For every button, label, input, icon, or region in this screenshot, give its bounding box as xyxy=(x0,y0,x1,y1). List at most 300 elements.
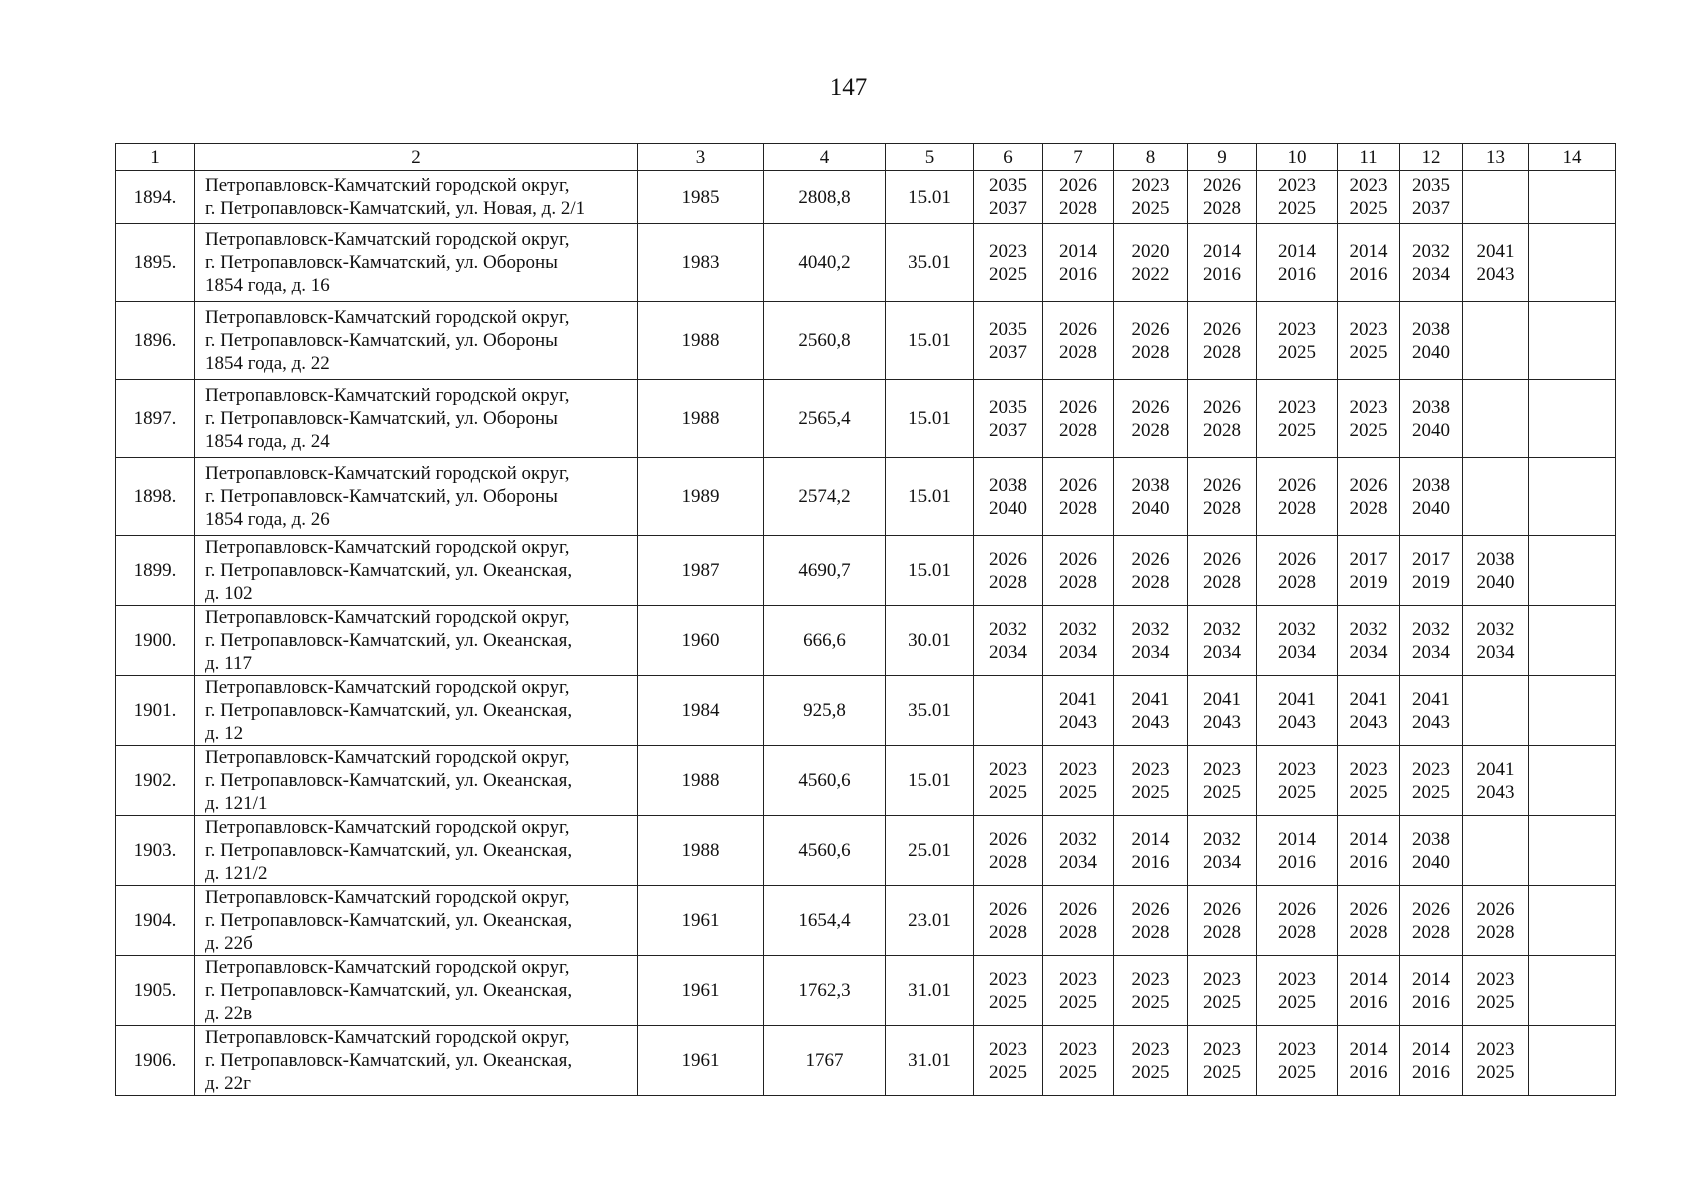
period-cell xyxy=(1338,380,1400,458)
period-start-year: 2023 xyxy=(1203,1038,1241,1060)
code-cell: 15.01 xyxy=(886,380,974,458)
period-end-year: 2043 xyxy=(1131,711,1170,733)
period-end-year: 2025 xyxy=(1203,991,1241,1013)
column-header-11: 11 xyxy=(1338,144,1400,171)
period-start-year: 2023 xyxy=(1131,968,1170,990)
period-cell xyxy=(1338,224,1400,302)
period-start-year: 2032 xyxy=(1412,240,1450,262)
period-start-year: 2023 xyxy=(1203,758,1241,780)
address-cell xyxy=(195,171,638,224)
table-row xyxy=(116,816,1616,886)
period-cell xyxy=(974,458,1043,536)
period-start-year: 2038 xyxy=(1412,396,1450,418)
period-cell xyxy=(1400,956,1463,1026)
area-cell: 1654,4 xyxy=(764,886,886,956)
period-end-year: 2028 xyxy=(1349,921,1388,943)
address-line: г. Петропавловск-Камчатский, ул. Океанская, xyxy=(205,630,573,651)
period-end-year: 2025 xyxy=(1349,419,1388,441)
period-start-year: 2014 xyxy=(1412,968,1450,990)
column-header-14: 14 xyxy=(1529,144,1616,171)
column-header-12: 12 xyxy=(1400,144,1463,171)
period-start-year: 2032 xyxy=(1203,618,1241,640)
address-line: Петропавловск-Камчатский городской округ, xyxy=(205,747,570,768)
period-start-year: 2026 xyxy=(1349,898,1388,920)
code-cell: 15.01 xyxy=(886,746,974,816)
build-year-cell: 1984 xyxy=(638,676,764,746)
period-end-year: 2034 xyxy=(989,641,1027,663)
address-line: Петропавловск-Камчатский городской округ, xyxy=(205,887,570,908)
area-cell: 4690,7 xyxy=(764,536,886,606)
period-cell xyxy=(1338,746,1400,816)
period-cell xyxy=(1338,1026,1400,1096)
period-start-year: 2026 xyxy=(989,898,1027,920)
area-cell: 4040,2 xyxy=(764,224,886,302)
period-end-year: 2025 xyxy=(1278,991,1316,1013)
period-start-year: 2026 xyxy=(1131,898,1170,920)
period-cell xyxy=(1529,1026,1616,1096)
period-end-year: 2028 xyxy=(989,851,1027,873)
address-cell xyxy=(195,676,638,746)
period-cell xyxy=(974,956,1043,1026)
period-end-year: 2043 xyxy=(1412,711,1450,733)
column-header-13: 13 xyxy=(1463,144,1529,171)
period-start-year: 2041 xyxy=(1349,688,1388,710)
period-start-year: 2038 xyxy=(1412,474,1450,496)
period-start-year: 2023 xyxy=(1349,758,1388,780)
period-start-year: 2041 xyxy=(1278,688,1316,710)
code-cell: 35.01 xyxy=(886,224,974,302)
address-line: Петропавловск-Камчатский городской округ, xyxy=(205,957,570,978)
address-line: д. 22в xyxy=(205,1003,253,1024)
period-start-year: 2023 xyxy=(1349,175,1388,196)
period-cell xyxy=(1463,676,1529,746)
period-end-year: 2037 xyxy=(989,419,1027,441)
period-cell xyxy=(1400,380,1463,458)
period-end-year: 2016 xyxy=(1412,1061,1450,1083)
period-cell xyxy=(1529,746,1616,816)
period-end-year: 2019 xyxy=(1349,571,1388,593)
period-start-year: 2032 xyxy=(1412,618,1450,640)
period-cell xyxy=(1338,886,1400,956)
row-number-cell: 1905. xyxy=(116,956,195,1026)
build-year-cell: 1989 xyxy=(638,458,764,536)
period-end-year: 2028 xyxy=(1203,921,1241,943)
period-end-year: 2028 xyxy=(1278,921,1316,943)
period-start-year: 2026 xyxy=(1131,396,1170,418)
build-year-cell: 1988 xyxy=(638,380,764,458)
address-line: д. 12 xyxy=(205,723,244,744)
period-end-year: 2043 xyxy=(1203,711,1241,733)
period-start-year: 2014 xyxy=(1059,240,1097,262)
row-number-cell: 1904. xyxy=(116,886,195,956)
page-number: 147 xyxy=(829,74,868,101)
period-end-year: 2043 xyxy=(1278,711,1316,733)
period-end-year: 2040 xyxy=(1412,497,1450,519)
address-cell xyxy=(195,746,638,816)
period-end-year: 2034 xyxy=(1476,641,1515,663)
table-row xyxy=(116,746,1616,816)
period-end-year: 2019 xyxy=(1412,571,1450,593)
address-cell xyxy=(195,606,638,676)
period-cell xyxy=(1188,302,1257,380)
table-row xyxy=(116,606,1616,676)
period-start-year: 2017 xyxy=(1349,548,1388,570)
period-start-year: 2026 xyxy=(1349,474,1388,496)
period-cell xyxy=(1188,380,1257,458)
period-cell xyxy=(1400,606,1463,676)
period-start-year: 2026 xyxy=(1059,318,1097,340)
period-end-year: 2025 xyxy=(1131,991,1170,1013)
period-cell xyxy=(974,676,1043,746)
period-start-year: 2035 xyxy=(989,318,1027,340)
period-cell xyxy=(974,536,1043,606)
period-start-year: 2023 xyxy=(1476,1038,1515,1060)
table-row xyxy=(116,1026,1616,1096)
address-line: г. Петропавловск-Камчатский, ул. Океанская, xyxy=(205,840,573,861)
column-header-4: 4 xyxy=(764,144,886,171)
period-end-year: 2034 xyxy=(1131,641,1170,663)
period-end-year: 2034 xyxy=(1059,641,1097,663)
period-end-year: 2043 xyxy=(1476,781,1515,803)
period-cell xyxy=(1257,676,1338,746)
period-cell xyxy=(1400,676,1463,746)
period-cell xyxy=(1338,956,1400,1026)
table-row xyxy=(116,676,1616,746)
period-end-year: 2025 xyxy=(989,1061,1027,1083)
address-line: Петропавловск-Камчатский городской округ, xyxy=(205,537,570,558)
period-end-year: 2028 xyxy=(1131,921,1170,943)
period-start-year: 2041 xyxy=(1203,688,1241,710)
period-start-year: 2023 xyxy=(989,1038,1027,1060)
period-end-year: 2040 xyxy=(1131,497,1170,519)
period-cell xyxy=(1257,302,1338,380)
period-cell xyxy=(1114,171,1188,224)
code-cell: 25.01 xyxy=(886,816,974,886)
address-line: г. Петропавловск-Камчатский, ул. Обороны xyxy=(205,252,558,273)
period-end-year: 2028 xyxy=(1131,571,1170,593)
period-cell xyxy=(1043,224,1114,302)
period-end-year: 2028 xyxy=(1059,341,1097,363)
period-cell xyxy=(974,224,1043,302)
period-start-year: 2023 xyxy=(1349,396,1388,418)
period-end-year: 2025 xyxy=(1349,781,1388,803)
period-end-year: 2040 xyxy=(1412,341,1450,363)
code-cell: 15.01 xyxy=(886,171,974,224)
address-cell xyxy=(195,380,638,458)
build-year-cell: 1983 xyxy=(638,224,764,302)
period-start-year: 2023 xyxy=(1059,968,1097,990)
period-start-year: 2038 xyxy=(1412,828,1450,850)
area-cell: 4560,6 xyxy=(764,816,886,886)
period-start-year: 2035 xyxy=(1412,175,1450,196)
build-year-cell: 1961 xyxy=(638,1026,764,1096)
period-start-year: 2026 xyxy=(1278,548,1316,570)
period-end-year: 2022 xyxy=(1131,263,1170,285)
period-start-year: 2035 xyxy=(989,175,1027,196)
period-cell xyxy=(1114,816,1188,886)
period-start-year: 2026 xyxy=(1412,898,1450,920)
address-line: г. Петропавловск-Камчатский, ул. Океанская, xyxy=(205,560,573,581)
address-line: г. Петропавловск-Камчатский, ул. Океанская, xyxy=(205,1050,573,1071)
period-end-year: 2028 xyxy=(1131,341,1170,363)
code-cell: 15.01 xyxy=(886,536,974,606)
address-line: Петропавловск-Камчатский городской округ, xyxy=(205,1027,570,1048)
period-start-year: 2038 xyxy=(1131,474,1170,496)
period-end-year: 2025 xyxy=(1059,781,1097,803)
period-end-year: 2025 xyxy=(1278,419,1316,441)
period-start-year: 2026 xyxy=(1278,898,1316,920)
period-end-year: 2034 xyxy=(1059,851,1097,873)
period-end-year: 2037 xyxy=(989,341,1027,363)
period-start-year: 2026 xyxy=(1059,175,1097,196)
period-end-year: 2025 xyxy=(1203,1061,1241,1083)
address-cell xyxy=(195,1026,638,1096)
period-start-year: 2017 xyxy=(1412,548,1450,570)
address-line: Петропавловск-Камчатский городской округ, xyxy=(205,817,570,838)
row-number-cell: 1896. xyxy=(116,302,195,380)
period-cell xyxy=(1188,606,1257,676)
address-cell xyxy=(195,816,638,886)
period-cell xyxy=(1043,171,1114,224)
area-cell: 1767 xyxy=(764,1026,886,1096)
period-end-year: 2040 xyxy=(1412,419,1450,441)
period-cell xyxy=(1257,816,1338,886)
period-cell xyxy=(1338,171,1400,224)
code-cell: 31.01 xyxy=(886,1026,974,1096)
period-start-year: 2032 xyxy=(1349,618,1388,640)
address-line: д. 22б xyxy=(205,933,253,954)
period-cell xyxy=(1188,458,1257,536)
period-start-year: 2023 xyxy=(1203,968,1241,990)
period-cell xyxy=(1338,536,1400,606)
period-end-year: 2040 xyxy=(1476,571,1515,593)
period-start-year: 2023 xyxy=(1131,758,1170,780)
period-end-year: 2025 xyxy=(1131,1061,1170,1083)
period-cell xyxy=(1114,606,1188,676)
period-cell xyxy=(1257,224,1338,302)
period-cell xyxy=(1338,606,1400,676)
period-end-year: 2016 xyxy=(1349,263,1388,285)
address-line: г. Петропавловск-Камчатский, ул. Океанская, xyxy=(205,770,573,791)
period-cell xyxy=(974,380,1043,458)
period-start-year: 2023 xyxy=(1278,396,1316,418)
period-cell xyxy=(1529,816,1616,886)
period-cell xyxy=(1114,956,1188,1026)
period-start-year: 2023 xyxy=(1278,758,1316,780)
address-line: г. Петропавловск-Камчатский, ул. Обороны xyxy=(205,330,558,351)
period-cell xyxy=(1463,302,1529,380)
period-start-year: 2032 xyxy=(1203,828,1241,850)
period-start-year: 2023 xyxy=(1412,758,1450,780)
period-cell xyxy=(974,302,1043,380)
row-number-cell: 1906. xyxy=(116,1026,195,1096)
period-end-year: 2028 xyxy=(1059,497,1097,519)
area-cell: 666,6 xyxy=(764,606,886,676)
period-end-year: 2028 xyxy=(1203,198,1241,219)
build-year-cell: 1961 xyxy=(638,886,764,956)
period-cell xyxy=(1529,536,1616,606)
row-number-cell: 1894. xyxy=(116,171,195,224)
period-cell xyxy=(1114,676,1188,746)
period-cell xyxy=(1188,536,1257,606)
period-start-year: 2023 xyxy=(1349,318,1388,340)
address-line: г. Петропавловск-Камчатский, ул. Океанская, xyxy=(205,980,573,1001)
period-start-year: 2023 xyxy=(1131,175,1170,196)
period-start-year: 2026 xyxy=(1059,898,1097,920)
period-start-year: 2023 xyxy=(989,240,1027,262)
address-cell xyxy=(195,302,638,380)
period-cell xyxy=(1463,746,1529,816)
period-end-year: 2034 xyxy=(1412,641,1450,663)
period-start-year: 2026 xyxy=(1476,898,1515,920)
period-cell xyxy=(1257,380,1338,458)
table-body xyxy=(116,171,1616,1096)
row-number-cell: 1899. xyxy=(116,536,195,606)
period-cell xyxy=(1529,606,1616,676)
code-cell: 23.01 xyxy=(886,886,974,956)
period-cell xyxy=(1257,171,1338,224)
period-end-year: 2025 xyxy=(1278,198,1316,219)
period-end-year: 2028 xyxy=(1476,921,1515,943)
column-header-10: 10 xyxy=(1257,144,1338,171)
period-start-year: 2014 xyxy=(1349,240,1388,262)
period-cell xyxy=(1257,1026,1338,1096)
address-cell xyxy=(195,886,638,956)
period-start-year: 2041 xyxy=(1476,240,1515,262)
period-cell xyxy=(1257,746,1338,816)
period-start-year: 2014 xyxy=(1131,828,1170,850)
period-end-year: 2025 xyxy=(1476,1061,1515,1083)
address-cell xyxy=(195,536,638,606)
period-end-year: 2025 xyxy=(1131,781,1170,803)
column-header-9: 9 xyxy=(1188,144,1257,171)
period-cell xyxy=(1529,956,1616,1026)
period-start-year: 2023 xyxy=(1059,758,1097,780)
row-number-cell: 1900. xyxy=(116,606,195,676)
build-year-cell: 1985 xyxy=(638,171,764,224)
period-end-year: 2025 xyxy=(989,263,1027,285)
period-end-year: 2028 xyxy=(1059,571,1097,593)
period-cell xyxy=(1338,676,1400,746)
period-start-year: 2032 xyxy=(989,618,1027,640)
period-end-year: 2043 xyxy=(1059,711,1097,733)
period-cell xyxy=(1338,458,1400,536)
period-end-year: 2025 xyxy=(1059,991,1097,1013)
period-cell xyxy=(1257,956,1338,1026)
period-cell xyxy=(1043,676,1114,746)
period-start-year: 2026 xyxy=(1059,396,1097,418)
period-end-year: 2025 xyxy=(1278,1061,1316,1083)
period-start-year: 2014 xyxy=(1278,240,1316,262)
period-cell xyxy=(1400,536,1463,606)
period-end-year: 2034 xyxy=(1203,851,1241,873)
period-end-year: 2025 xyxy=(1349,341,1388,363)
table-row xyxy=(116,380,1616,458)
period-end-year: 2025 xyxy=(1278,341,1316,363)
address-line: д. 22г xyxy=(205,1073,251,1094)
period-end-year: 2025 xyxy=(1059,1061,1097,1083)
period-cell xyxy=(1043,380,1114,458)
period-start-year: 2026 xyxy=(1203,548,1241,570)
address-line: г. Петропавловск-Камчатский, ул. Новая, д. 2/1 xyxy=(205,198,586,219)
build-year-cell: 1988 xyxy=(638,302,764,380)
period-start-year: 2041 xyxy=(1476,758,1515,780)
period-start-year: 2023 xyxy=(1278,968,1316,990)
period-cell xyxy=(1188,676,1257,746)
period-cell xyxy=(1338,816,1400,886)
period-start-year: 2023 xyxy=(1278,318,1316,340)
row-number-cell: 1895. xyxy=(116,224,195,302)
period-start-year: 2014 xyxy=(1349,828,1388,850)
period-end-year: 2040 xyxy=(1412,851,1450,873)
table-header xyxy=(116,144,1616,171)
period-end-year: 2037 xyxy=(989,198,1027,219)
period-cell xyxy=(1463,380,1529,458)
period-cell xyxy=(1463,956,1529,1026)
period-end-year: 2034 xyxy=(1278,641,1316,663)
header-row xyxy=(116,144,1616,171)
area-cell: 2574,2 xyxy=(764,458,886,536)
period-cell xyxy=(1043,302,1114,380)
period-end-year: 2016 xyxy=(1059,263,1097,285)
area-cell: 2808,8 xyxy=(764,171,886,224)
period-start-year: 2026 xyxy=(1203,175,1241,196)
period-cell xyxy=(1463,224,1529,302)
period-cell xyxy=(974,606,1043,676)
period-start-year: 2026 xyxy=(1278,474,1316,496)
period-end-year: 2028 xyxy=(989,571,1027,593)
table-row xyxy=(116,956,1616,1026)
period-end-year: 2016 xyxy=(1349,851,1388,873)
period-end-year: 2025 xyxy=(1203,781,1241,803)
period-cell xyxy=(1529,458,1616,536)
period-end-year: 2016 xyxy=(1278,851,1316,873)
address-line: 1854 года, д. 24 xyxy=(205,431,330,452)
period-cell xyxy=(1114,746,1188,816)
period-cell xyxy=(1188,816,1257,886)
period-end-year: 2016 xyxy=(1349,1061,1388,1083)
period-cell xyxy=(1043,606,1114,676)
period-cell xyxy=(1400,458,1463,536)
period-cell xyxy=(1043,458,1114,536)
period-end-year: 2028 xyxy=(1203,419,1241,441)
period-cell xyxy=(1188,171,1257,224)
period-end-year: 2016 xyxy=(1412,991,1450,1013)
row-number-cell: 1898. xyxy=(116,458,195,536)
table-row xyxy=(116,171,1616,224)
period-end-year: 2025 xyxy=(1278,781,1316,803)
period-start-year: 2014 xyxy=(1349,968,1388,990)
period-end-year: 2043 xyxy=(1476,263,1515,285)
period-start-year: 2014 xyxy=(1349,1038,1388,1060)
period-cell xyxy=(1529,380,1616,458)
period-end-year: 2034 xyxy=(1412,263,1450,285)
period-cell xyxy=(1529,676,1616,746)
period-start-year: 2038 xyxy=(1476,548,1515,570)
address-line: г. Петропавловск-Камчатский, ул. Океанская, xyxy=(205,700,573,721)
period-cell xyxy=(1257,458,1338,536)
address-line: г. Петропавловск-Камчатский, ул. Обороны xyxy=(205,408,558,429)
period-end-year: 2016 xyxy=(1349,991,1388,1013)
period-cell xyxy=(1188,224,1257,302)
address-line: г. Петропавловск-Камчатский, ул. Океанская, xyxy=(205,910,573,931)
period-cell xyxy=(1043,536,1114,606)
period-start-year: 2023 xyxy=(989,758,1027,780)
period-start-year: 2032 xyxy=(1278,618,1316,640)
period-end-year: 2028 xyxy=(1278,571,1316,593)
address-line: Петропавловск-Камчатский городской округ, xyxy=(205,677,570,698)
column-header-5: 5 xyxy=(886,144,974,171)
